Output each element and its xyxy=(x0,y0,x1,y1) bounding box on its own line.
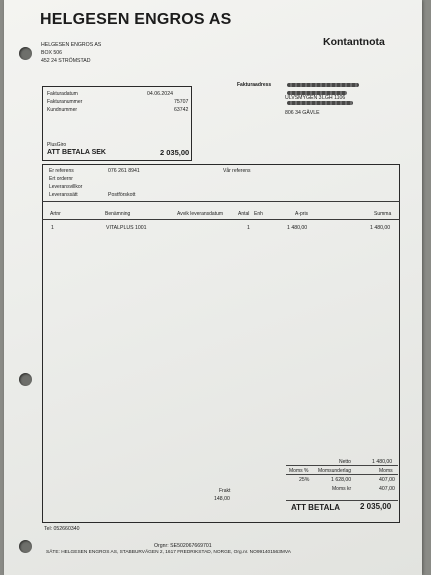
delivery-method-label: Leveranssätt xyxy=(49,192,78,198)
customer-number-label: Kundnummer xyxy=(47,107,78,113)
footer-orgnr: Orgnr: SE502067669701 xyxy=(154,543,212,549)
column-unit-price: A-pris xyxy=(295,211,309,217)
redacted-line-2 xyxy=(287,101,353,105)
freight-value: 148,00 xyxy=(214,496,230,502)
table-header-divider xyxy=(42,219,400,220)
document-type: Kontantnota xyxy=(323,36,385,48)
invoice-date-label: Fakturadatum xyxy=(47,91,78,97)
delivery-terms-label: Leveransvillkor xyxy=(49,184,83,190)
net-value: 1 480,00 xyxy=(372,459,393,465)
header-divider xyxy=(42,201,400,202)
punch-hole-bottom xyxy=(19,540,32,553)
punch-hole-top xyxy=(19,47,32,60)
column-sum: Summa xyxy=(374,211,392,217)
vat-amount-label: Moms kr xyxy=(332,486,352,492)
column-unit: Enh xyxy=(254,211,263,217)
vat-amount-value: 407,00 xyxy=(379,486,395,492)
sender-name: HELGESEN ENGROS AS xyxy=(41,42,102,48)
order-number-label: Ert ordernr xyxy=(49,176,73,182)
company-title: HELGESEN ENGROS AS xyxy=(40,11,232,28)
vat-base-value: 1 628,00 xyxy=(331,477,352,483)
billing-city: 806 34 GÄVLE xyxy=(285,110,320,116)
billing-street: ULVSMYGEN 3 xyxy=(285,95,322,101)
invoice-number-value: 75707 xyxy=(174,99,189,105)
row-artnr: 1 xyxy=(51,225,54,231)
totals-divider xyxy=(286,465,398,466)
vat-percent-label: Moms % xyxy=(289,468,309,474)
plusgiro-label: PlusGiro xyxy=(47,142,67,148)
row-description: VITALPLUS 1001 xyxy=(106,225,147,231)
billing-address-label: Fakturaadress xyxy=(237,82,272,88)
our-reference-label: Vår referens xyxy=(223,168,251,174)
punch-hole-middle xyxy=(19,373,32,386)
delivery-method-value: Postförskott xyxy=(108,192,136,198)
footer-phone: Tel: 052660340 xyxy=(44,526,80,532)
total-due-value: 2 035,00 xyxy=(360,502,392,511)
row-unit-price: 1 480,00 xyxy=(287,225,308,231)
sender-box: BOX 506 xyxy=(41,50,63,56)
column-delivery-date: Avvik leveransdatum xyxy=(177,211,224,217)
total-due-label: ATT BETALA xyxy=(291,503,341,512)
amount-due-label: ATT BETALA SEK xyxy=(47,149,106,156)
amount-due-value: 2 035,00 xyxy=(160,148,190,157)
column-quantity: Antal xyxy=(238,211,250,217)
your-reference-value: 076 261 8941 xyxy=(108,168,140,174)
redacted-name xyxy=(287,83,359,87)
invoice-sheet xyxy=(4,0,422,575)
footer-registered-seat: SÄTE: HELGESEN ENGROS AS, STABBURVÄGEN 2, 1617 FREDRIKSTAD, NORGE, Org.nr. NO991401563MVA xyxy=(46,550,291,555)
vat-value: 407,00 xyxy=(379,477,395,483)
vat-header-divider xyxy=(286,474,398,475)
vat-label: Moms xyxy=(379,468,393,474)
invoice-number-label: Fakturanummer xyxy=(47,99,83,105)
vat-base-label: Momsunderlag xyxy=(318,468,352,474)
vat-percent-value: 25% xyxy=(299,477,310,483)
sender-city: 452 24 STRÖMSTAD xyxy=(41,58,91,64)
billing-apartment: LGH 1106 xyxy=(322,95,346,101)
invoice-date-value: 04.06.2024 xyxy=(147,91,173,97)
your-reference-label: Er referens xyxy=(49,168,74,174)
customer-number-value: 63742 xyxy=(174,107,189,113)
net-label: Netto xyxy=(339,459,351,465)
column-artnr: Artnr xyxy=(50,211,61,217)
row-quantity: 1 xyxy=(247,225,250,231)
freight-label: Frakt xyxy=(219,488,231,494)
row-sum: 1 480,00 xyxy=(370,225,391,231)
column-description: Benämning xyxy=(105,211,131,217)
